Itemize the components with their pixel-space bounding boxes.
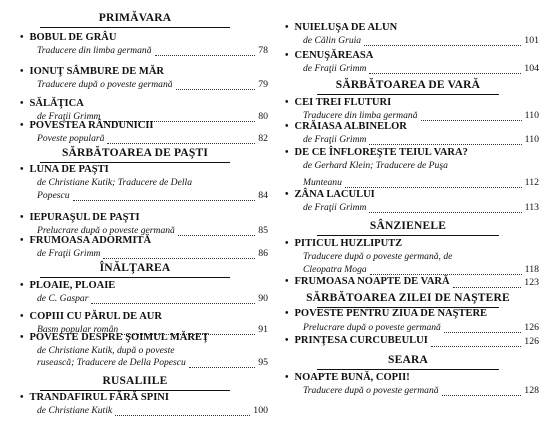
toc-page-number: 110	[524, 134, 539, 145]
section-heading: SĂRBĂTOAREA DE VARĂ	[335, 79, 481, 91]
section-heading: SÂNZIENELE	[369, 220, 447, 232]
toc-entry-credit: de Christiane Kutik, după o poveste	[37, 345, 175, 356]
toc-entry-credit: Munteanu	[303, 177, 342, 188]
toc-entry-credit: Traducere după o poveste germană	[303, 385, 439, 396]
bullet-icon: •	[20, 164, 24, 175]
dot-leader	[431, 346, 521, 347]
toc-entry-credit: de Fraţii Grimm	[303, 63, 367, 74]
toc-page-number: 123	[524, 277, 539, 288]
toc-page-number: 95	[258, 357, 268, 368]
section-divider	[40, 162, 230, 163]
toc-entry-title-text: ZÂNA LACULUI	[294, 189, 375, 200]
toc-entry-title-text: FRUMOASA NOAPTE DE VARĂ	[294, 276, 450, 287]
section-heading: SĂRBĂTOAREA DE PAŞTI	[61, 147, 209, 159]
bullet-icon: •	[285, 22, 289, 33]
bullet-icon: •	[20, 392, 24, 403]
toc-page-number: 126	[524, 322, 539, 333]
toc-entry-title[interactable]	[285, 50, 373, 61]
toc-entry-title[interactable]	[285, 335, 428, 346]
section-heading: RUSALIILE	[102, 375, 168, 387]
dot-leader	[369, 73, 521, 74]
dot-leader	[345, 187, 522, 188]
toc-entry-title-text: TRANDAFIRUL FĂRĂ SPINI	[29, 392, 169, 403]
toc-entry-title-text: PRINŢESA CURCUBEULUI	[294, 335, 428, 346]
toc-page-number: 91	[258, 324, 268, 335]
dot-leader	[73, 200, 255, 201]
toc-entry-title-text: POVESTE DESPRE ŞOIMUL MĂREŢ	[29, 332, 209, 343]
bullet-icon: •	[285, 238, 289, 249]
dot-leader	[178, 235, 255, 236]
toc-entry-credit: Traducere după o poveste germană, de	[303, 251, 453, 262]
toc-entry-credit: rusească; Traducere de Della Popescu	[37, 357, 186, 368]
toc-page-number: 104	[524, 63, 539, 74]
toc-page-number: 110	[524, 110, 539, 121]
section-divider	[40, 277, 230, 278]
toc-entry-credit: Poveste populară	[37, 133, 105, 144]
toc-entry-credit: de Fraţii Grimm	[303, 134, 367, 145]
toc-entry-title-text: PLOAIE, PLOAIE	[29, 280, 116, 291]
toc-entry-credit: de Călin Gruia	[303, 35, 362, 46]
toc-page-number: 128	[524, 385, 539, 396]
toc-entry-title-text: FRUMOASA ADORMITĂ	[29, 235, 152, 246]
dot-leader	[444, 332, 521, 333]
toc-entry-title[interactable]	[20, 235, 151, 246]
toc-entry-title[interactable]	[285, 147, 468, 158]
toc-page-number: 101	[524, 35, 539, 46]
bullet-icon: •	[20, 280, 24, 291]
toc-entry-title[interactable]	[20, 392, 169, 403]
dot-leader	[364, 45, 521, 46]
section-divider	[317, 94, 499, 95]
toc-entry-title[interactable]	[20, 311, 162, 322]
bullet-icon: •	[20, 332, 24, 343]
bullet-icon: •	[285, 276, 289, 287]
dot-leader	[115, 415, 250, 416]
toc-page-number: 86	[258, 248, 268, 259]
toc-entry-title-text: POVESTEA RÂNDUNICII	[29, 120, 154, 131]
dot-leader	[155, 55, 255, 56]
toc-page-number: 84	[258, 190, 268, 201]
toc-entry-title-text: DE CE ÎNFLOREŞTE TEIUL VARA?	[294, 147, 468, 158]
dot-leader	[370, 274, 522, 275]
toc-entry-title[interactable]	[285, 22, 397, 33]
dot-leader	[103, 258, 255, 259]
toc-entry-title-text: NUIELUŞA DE ALUN	[294, 22, 398, 33]
toc-entry-title[interactable]	[20, 280, 115, 291]
toc-entry-title-text: IONUŢ SÂMBURE DE MĂR	[29, 66, 164, 77]
toc-entry-title[interactable]	[285, 97, 391, 108]
toc-entry-credit: Traducere din limba germană	[303, 110, 418, 121]
bullet-icon: •	[285, 189, 289, 200]
toc-entry-title[interactable]	[285, 189, 375, 200]
toc-entry-credit: Basm popular român	[37, 324, 119, 335]
toc-entry-title-text: NOAPTE BUNĂ, COPII!	[294, 372, 410, 383]
dot-leader	[176, 89, 255, 90]
toc-entry-title-text: LUNA DE PAŞTI	[29, 164, 109, 175]
toc-entry-credit: Prelucrare după o poveste germană	[303, 322, 441, 333]
dot-leader	[369, 144, 522, 145]
section-divider	[40, 27, 230, 28]
toc-page-number: 82	[258, 133, 268, 144]
toc-page-number: 85	[258, 225, 268, 236]
toc-entry-title-text: CEI TREI FLUTURI	[294, 97, 392, 108]
toc-entry-title[interactable]	[285, 372, 410, 383]
toc-entry-title[interactable]	[20, 164, 109, 175]
toc-entry-credit: de Fraţii Grimm	[37, 248, 101, 259]
toc-page-number: 126	[524, 336, 539, 347]
toc-entry-credit: Traducere din limba germană	[37, 45, 152, 56]
toc-entry-title[interactable]	[20, 120, 154, 131]
section-divider	[40, 390, 230, 391]
bullet-icon: •	[285, 97, 289, 108]
bullet-icon: •	[285, 50, 289, 61]
bullet-icon: •	[20, 32, 24, 43]
dot-leader	[421, 120, 522, 121]
toc-entry-title-text: COPIII CU PĂRUL DE AUR	[29, 311, 162, 322]
dot-leader	[369, 212, 522, 213]
toc-entry-credit: Prelucrare după o poveste germană	[37, 225, 175, 236]
toc-entry-title-text: CENUŞĂREASA	[294, 50, 374, 61]
toc-entry-credit: de Christiane Kutik; Traducere de Della	[37, 177, 192, 188]
toc-page-number: 79	[258, 79, 268, 90]
toc-entry-title-text: PITICUL HUZLIPUTZ	[294, 238, 403, 249]
dot-leader	[107, 143, 255, 144]
toc-entry-title-text: IEPURAŞUL DE PAŞTI	[29, 212, 140, 223]
toc-entry-title[interactable]	[285, 308, 487, 319]
toc-entry-title[interactable]	[20, 212, 140, 223]
bullet-icon: •	[20, 311, 24, 322]
toc-entry-credit: de C. Gaspar	[37, 293, 89, 304]
toc-entry-title[interactable]	[20, 98, 84, 109]
toc-entry-title-text: CRĂIASA ALBINELOR	[294, 121, 407, 132]
toc-page-number: 78	[258, 45, 268, 56]
bullet-icon: •	[285, 147, 289, 158]
toc-entry-title-text: SĂLĂŢICA	[29, 98, 84, 109]
toc-page-number: 118	[524, 264, 539, 275]
toc-entry-title-text: BOBUL DE GRÂU	[29, 32, 117, 43]
dot-leader	[91, 303, 255, 304]
toc-page-number: 80	[258, 111, 268, 122]
section-heading: SĂRBĂTOAREA ZILEI DE NAŞTERE	[306, 292, 510, 304]
section-heading: PRIMĂVARA	[98, 12, 172, 24]
section-heading: ÎNĂLŢAREA	[99, 262, 171, 274]
bullet-icon: •	[285, 121, 289, 132]
section-heading: SEARA	[388, 354, 428, 366]
section-divider	[317, 235, 499, 236]
toc-page-number: 113	[524, 202, 539, 213]
bullet-icon: •	[285, 372, 289, 383]
bullet-icon: •	[20, 66, 24, 77]
toc-entry-title[interactable]	[20, 332, 209, 343]
dot-leader	[453, 287, 521, 288]
toc-page-number: 90	[258, 293, 268, 304]
bullet-icon: •	[20, 235, 24, 246]
bullet-icon: •	[285, 308, 289, 319]
toc-entry-title-text: POVESTE PENTRU ZIUA DE NAŞTERE	[294, 308, 488, 319]
toc-entry-credit: de Fraţii Grimm	[303, 202, 367, 213]
toc-entry-title[interactable]	[285, 276, 450, 287]
toc-entry-title[interactable]	[20, 32, 116, 43]
dot-leader	[189, 367, 255, 368]
toc-entry-credit: de Christiane Kutik	[37, 405, 113, 416]
toc-entry-title[interactable]	[285, 238, 402, 249]
toc-entry-credit: de Gerhard Klein; Traducere de Puşa	[303, 160, 448, 171]
bullet-icon: •	[20, 120, 24, 131]
toc-entry-credit: Traducere după o poveste germană	[37, 79, 173, 90]
bullet-icon: •	[20, 212, 24, 223]
toc-entry-title[interactable]	[285, 121, 407, 132]
toc-page-number: 112	[524, 177, 539, 188]
bullet-icon: •	[20, 98, 24, 109]
dot-leader	[442, 395, 521, 396]
toc-page-number: 100	[253, 405, 268, 416]
toc-entry-credit: Popescu	[37, 190, 70, 201]
toc-entry-title[interactable]	[20, 66, 164, 77]
toc-entry-credit: Cleopatra Moga	[303, 264, 367, 275]
toc-entry-credit: de Fraţii Grimm	[37, 111, 101, 122]
bullet-icon: •	[285, 335, 289, 346]
section-divider	[317, 369, 499, 370]
